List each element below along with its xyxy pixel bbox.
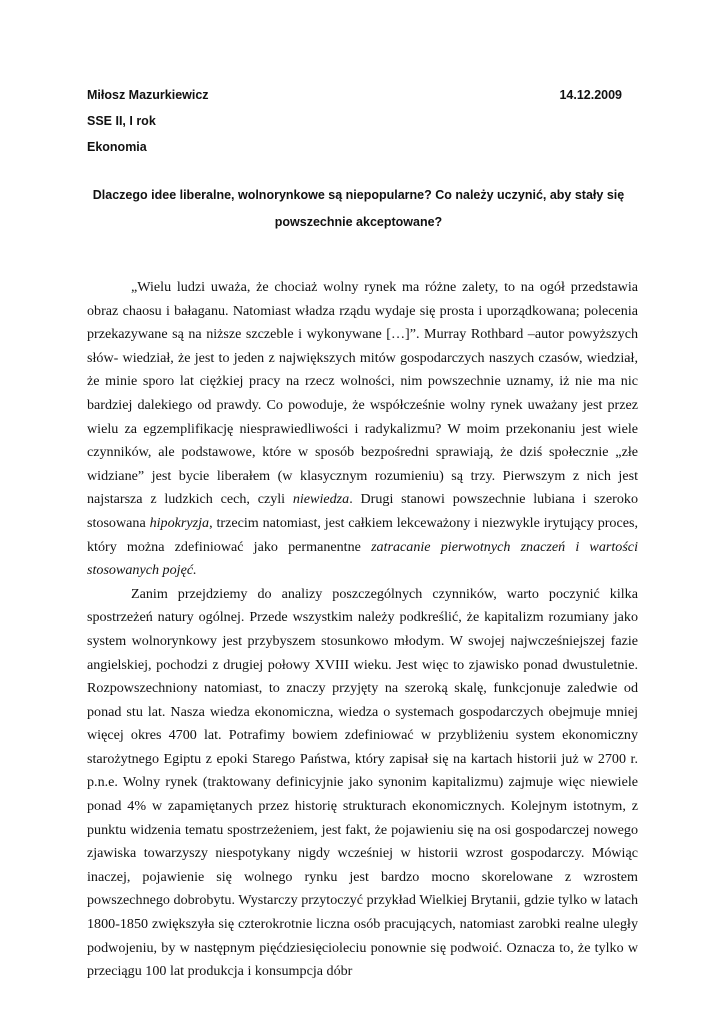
author-name: Miłosz Mazurkiewicz: [87, 88, 209, 102]
paragraph-1-text-c: , trzecim natomiast, jest całkiem lekceważony i niezwykle irytujący proces, który można zdefiniować jako permanentne: [87, 514, 638, 555]
paragraph-1-text-b: . Drugi stanowi powszechnie lubiana i szeroko stosowana: [87, 491, 638, 531]
essay-title: [87, 182, 630, 236]
paragraph-2: Zanim przejdziemy do analizy poszczególnych czynników, warto poczynić kilka spostrzeżeń natury ogólnej. Przede wszystkim należy podkreślić, że kapitalizm rozumiany jako system wolnorynkowy jest przybyszem stosunkowo młodym. W swojej najwcześniejszej fazie angielskiej, pochodzi z drugiej połowy XVIII wieku. Jest więc to zjawisko ponad dwustuletnie. Rozpowszechniony natomiast, to znaczy przyjęty na szeroką skalę, funkcjonuje zaledwie od ponad stu lat. Nasza wiedza ekonomiczna, wiedza o systemach gospodarczych obejmuje mniej więcej okres 4700 lat. Potrafimy bowiem zdefiniować w przybliżeniu system ekonomiczny starożytnego Egiptu z epoki Starego Państwa, który zapisał się na kartach historii już w 2700 r. p.n.e. Wolny rynek (traktowany definicyjnie jako synonim kapitalizmu) zajmuje więc niewiele ponad 4% w zapamiętanych przez historię strukturach ekonomicznych. Kolejnym istotnym, z punktu widzenia tematu spostrzeżeniem, jest fakt, że pojawieniu się na osi gospodarczej nowego zjawiska towarzyszy niespotykany nigdy wcześniej w historii wzrost gospodarczy. Mówiąc inaczej, pojawienie się wolnego rynku jest bardzo mocno skorelowane z wzrostem powszechnego dobrobytu. Wystarczy przytoczyć przykład Wielkiej Brytanii, gdzie tylko w latach 1800-1850 zwiększyła się czterokrotnie liczna osób pracujących, natomiast zarobki realne uległy podwojeniu, by w następnym pięćdziesięcioleciu ponownie się podwoić. Oznacza to, że tylko w przeciągu 100 lat produkcja i konsumpcja dóbr: [87, 585, 638, 980]
essay-body: [87, 276, 638, 984]
document-date: 14.12.2009: [559, 88, 622, 102]
emphasis-hipokryzja: hipokryzja: [149, 514, 210, 531]
subject-name: Ekonomia: [87, 140, 147, 154]
paragraph-1: [87, 276, 638, 583]
course-info: SSE II, I rok: [87, 114, 156, 128]
emphasis-niewiedza: niewiedza: [292, 491, 350, 508]
essay-title-line-1: Dlaczego idee liberalne, wolnorynkowe są niepopularne? Co należy uczynić, aby stały się: [92, 188, 625, 202]
paragraph-1-text-a: „Wielu ludzi uważa, że chociaż wolny rynek ma różne zalety, to na ogół przedstawia obraz chaosu i bałaganu. Natomiast władza rządu wydaje się prosta i uporządkowana; polecenia przekazywane są na niższe szczeble i wykonywane […]”. Murray Rothbard –autor powyższych słów- wiedział, że jest to jeden z największych mitów gospodarczych naszych czasów, wiedział, że minie sporo lat ciężkiej pracy na rzecz wolności, nim powszechnie uznamy, iż nie ma nic bardziej dalekiego od prawdy. Co powoduje, że współcześnie wolny rynek uważany jest przez wielu za egzemplifikację niesprawiedliwości i radykalizmu? W moim przekonaniu jest wiele czynników, ale podstawowe, które w sposób bezpośredni sprawiają, że dziś społecznie „złe widziane” jest bycie liberałem (w klasycznym rozumieniu) są trzy. Pierwszym z nich jest najstarsza z ludzkich cech, czyli: [87, 279, 638, 508]
emphasis-zatracanie: zatracanie pierwotnych znaczeń i wartości stosowanych pojęć.: [87, 538, 638, 579]
essay-title-line-2: powszechnie akceptowane?: [274, 215, 443, 229]
